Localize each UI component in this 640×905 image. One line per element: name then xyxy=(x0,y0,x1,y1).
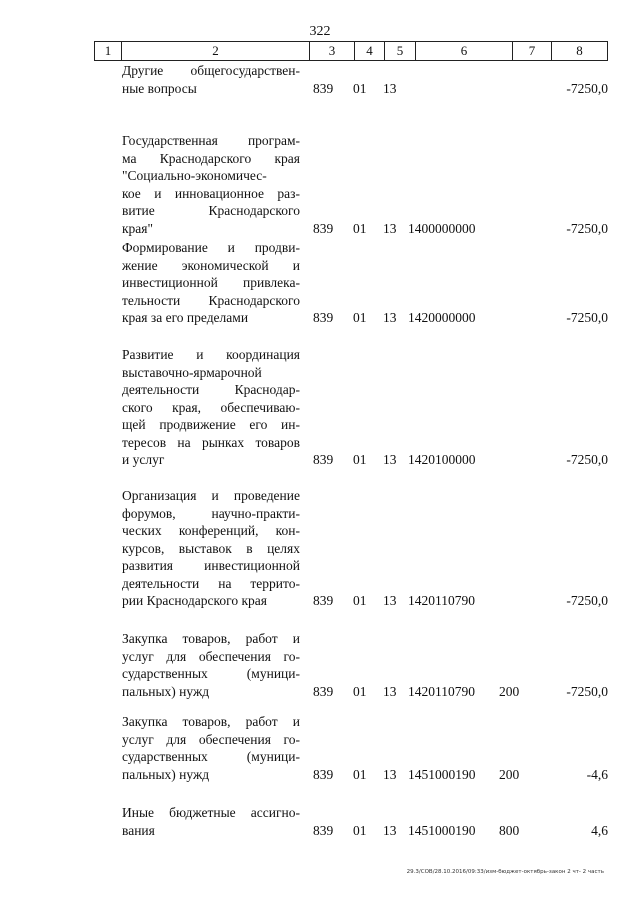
target-article-code: 1420000000 xyxy=(408,310,476,325)
amount-value: -4,6 xyxy=(586,766,608,782)
podrazdel-code: 13 xyxy=(383,220,397,236)
amount-value: -7250,0 xyxy=(566,220,608,236)
description-line: Формирование и продви- xyxy=(122,240,300,255)
description-line: Развитие и координация xyxy=(122,347,300,362)
vedomstvo-code: 839 xyxy=(313,452,334,467)
description-line: сударственных (муници- xyxy=(122,749,300,764)
expense-type-code: 200 xyxy=(499,766,520,782)
description-line: сударственных (муници- xyxy=(122,666,300,681)
row-description xyxy=(122,630,300,700)
razdel-code: 01 xyxy=(353,822,367,838)
vedomstvo-code: 839 xyxy=(313,80,334,96)
description-line: Иные бюджетные ассигно- xyxy=(122,805,300,820)
description-line: услуг для обеспечения го- xyxy=(122,648,300,664)
description-line: Другие общегосударствен- xyxy=(122,63,300,78)
description-line: форумов, научно-практи- xyxy=(122,505,300,521)
razdel-code: 01 xyxy=(353,593,367,608)
target-article-code: 1400000000 xyxy=(408,220,476,236)
page-number: 322 xyxy=(309,24,331,39)
podrazdel-code: 13 xyxy=(383,593,397,608)
vedomstvo-code: 839 xyxy=(313,593,334,608)
description-line: кое и инновационное раз- xyxy=(122,185,300,201)
razdel-code: 01 xyxy=(353,683,367,699)
description-line: Организация и проведение xyxy=(122,488,300,503)
amount-value: -7250,0 xyxy=(566,683,608,699)
description-line: жение экономической и xyxy=(122,257,300,273)
description-line: деятельности Краснодар- xyxy=(122,382,300,397)
amount-value: 4,6 xyxy=(591,822,608,838)
table-header xyxy=(94,41,608,61)
row-description xyxy=(122,239,300,327)
amount-value: -7250,0 xyxy=(566,310,608,325)
description-line: витие Краснодарского xyxy=(122,203,300,218)
description-line: ческих конференций, кон- xyxy=(122,523,300,538)
description-line: Закупка товаров, работ и xyxy=(122,631,300,646)
row-description xyxy=(122,346,300,469)
description-line: выставочно-ярмарочной xyxy=(122,364,262,380)
description-line: ма Краснодарского края xyxy=(122,150,300,166)
podrazdel-code: 13 xyxy=(383,310,397,325)
header-col-7: 7 xyxy=(512,42,551,60)
description-line: и услуг xyxy=(122,452,165,467)
row-description xyxy=(122,132,300,237)
target-article-code: 1451000190 xyxy=(408,766,476,782)
header-col-6: 6 xyxy=(415,42,512,60)
amount-value: -7250,0 xyxy=(566,593,608,608)
row-description xyxy=(122,487,300,610)
description-line: курсов, выставок в целях xyxy=(122,540,300,556)
target-article-code: 1420110790 xyxy=(408,593,475,608)
row-description xyxy=(122,62,300,97)
description-line: края" xyxy=(122,220,154,236)
target-article-code: 1451000190 xyxy=(408,822,476,838)
row-description xyxy=(122,713,300,783)
description-line: "Социально-экономичес- xyxy=(122,168,267,183)
description-line: края за его пределами xyxy=(122,310,249,325)
description-line: пальных) нужд xyxy=(122,683,210,699)
vedomstvo-code: 839 xyxy=(313,220,334,236)
amount-value: -7250,0 xyxy=(566,452,608,467)
description-line: тересов на рынках товаров xyxy=(122,434,300,450)
razdel-code: 01 xyxy=(353,452,367,467)
vedomstvo-code: 839 xyxy=(313,822,334,838)
description-line: вания xyxy=(122,822,155,838)
vedomstvo-code: 839 xyxy=(313,310,334,325)
description-line: деятельности на террито- xyxy=(122,575,300,591)
row-description xyxy=(122,804,300,839)
podrazdel-code: 13 xyxy=(383,452,397,467)
podrazdel-code: 13 xyxy=(383,80,397,96)
vedomstvo-code: 839 xyxy=(313,683,334,699)
header-col-5: 5 xyxy=(384,42,415,60)
description-line: ные вопросы xyxy=(122,80,197,96)
vedomstvo-code: 839 xyxy=(313,766,334,782)
expense-type-code: 200 xyxy=(499,683,520,699)
description-line: инвестиционной привлека- xyxy=(122,275,300,290)
amount-value: -7250,0 xyxy=(566,80,608,96)
description-line: пальных) нужд xyxy=(122,766,210,782)
description-line: Государственная програм- xyxy=(122,133,300,148)
footer-stamp: 29.3/СОВ/28.10.2016/09:33/изм-бюджет-октябрь-закон 2 чт- 2 часть xyxy=(406,869,604,875)
target-article-code: 1420100000 xyxy=(408,452,476,467)
podrazdel-code: 13 xyxy=(383,683,397,699)
podrazdel-code: 13 xyxy=(383,766,397,782)
podrazdel-code: 13 xyxy=(383,822,397,838)
description-line: рии Краснодарского края xyxy=(122,593,267,608)
description-line: Закупка товаров, работ и xyxy=(122,714,300,729)
header-col-4: 4 xyxy=(354,42,384,60)
razdel-code: 01 xyxy=(353,310,367,325)
description-line: тельности Краснодарского xyxy=(122,292,300,308)
header-col-8: 8 xyxy=(551,42,608,60)
header-col-1: 1 xyxy=(94,42,121,60)
header-col-2: 2 xyxy=(121,42,309,60)
description-line: щей продвижение его ин- xyxy=(122,417,300,432)
expense-type-code: 800 xyxy=(499,822,520,838)
description-line: развития инвестиционной xyxy=(122,558,300,573)
description-line: ского края, обеспечиваю- xyxy=(122,399,300,415)
razdel-code: 01 xyxy=(353,80,367,96)
razdel-code: 01 xyxy=(353,766,367,782)
description-line: услуг для обеспечения го- xyxy=(122,731,300,747)
header-col-3: 3 xyxy=(309,42,354,60)
target-article-code: 1420110790 xyxy=(408,683,475,699)
razdel-code: 01 xyxy=(353,220,367,236)
